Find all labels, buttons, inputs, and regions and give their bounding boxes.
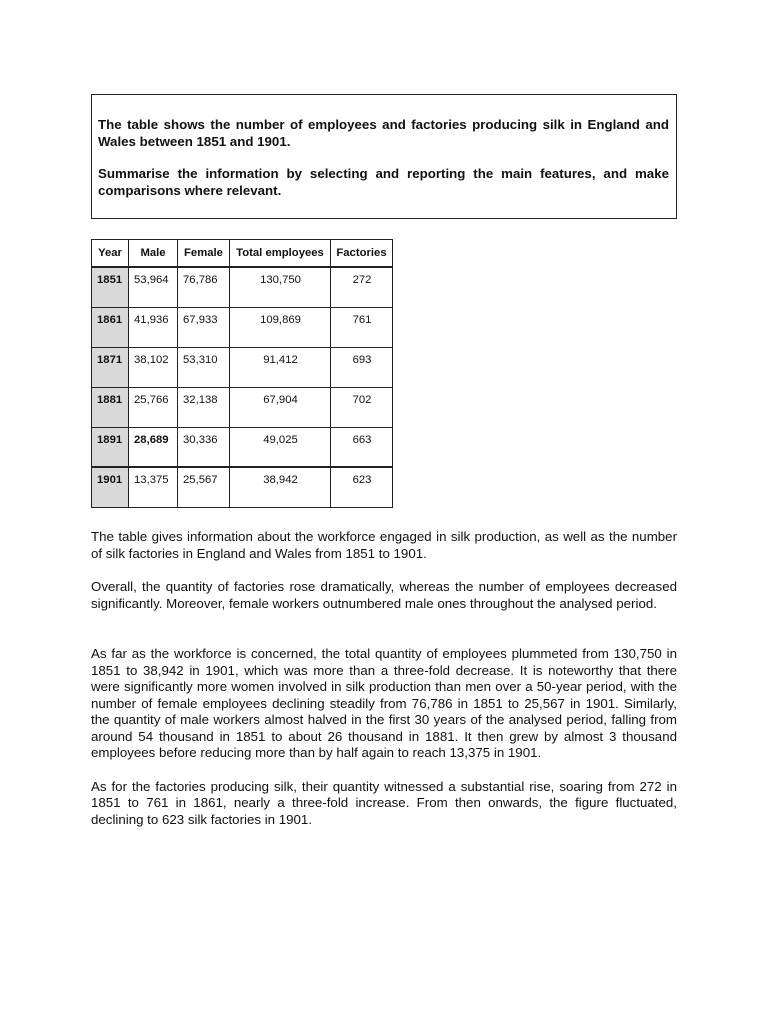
total-cell: 91,412 (230, 347, 331, 387)
total-cell: 49,025 (230, 427, 331, 467)
male-cell: 53,964 (129, 267, 178, 307)
task-box (91, 94, 677, 219)
female-cell: 76,786 (178, 267, 230, 307)
factories-cell: 623 (331, 467, 393, 507)
year-cell: 1901 (92, 467, 129, 507)
header-female: Female (178, 240, 230, 268)
female-cell: 30,336 (178, 427, 230, 467)
total-cell: 67,904 (230, 387, 331, 427)
header-male: Male (129, 240, 178, 268)
male-cell: 28,689 (129, 427, 178, 467)
factories-cell: 702 (331, 387, 393, 427)
male-cell: 38,102 (129, 347, 178, 387)
year-cell: 1891 (92, 427, 129, 467)
total-cell: 130,750 (230, 267, 331, 307)
table-row (92, 387, 393, 427)
essay-overview: Overall, the quantity of factories rose dramatically, whereas the number of employees decreased significantly. Moreover, female workers outnumbered male ones throughout the analysed period. (91, 579, 677, 611)
silk-data-table (91, 239, 393, 508)
total-cell: 109,869 (230, 307, 331, 347)
essay-body-paragraph-2: As for the factories producing silk, their quantity witnessed a substantial rise, soaring from 272 in 1851 to 761 in 1861, nearly a three-fold increase. From then onwards, the figure fluctuated, declining to 623 silk factories in 1901. (91, 778, 677, 827)
header-factories: Factories (331, 240, 393, 268)
year-cell: 1861 (92, 307, 129, 347)
factories-cell: 693 (331, 347, 393, 387)
table-row (92, 467, 393, 507)
male-cell: 13,375 (129, 467, 178, 507)
factories-cell: 761 (331, 307, 393, 347)
table-row (92, 347, 393, 387)
year-cell: 1871 (92, 347, 129, 387)
task-prompt: The table shows the number of employees and factories producing silk in England and Wales between 1851 and 1901. (98, 117, 669, 149)
table-header-row (92, 240, 393, 268)
total-cell: 38,942 (230, 467, 331, 507)
male-cell: 41,936 (129, 307, 178, 347)
essay (91, 529, 677, 845)
table-row (92, 427, 393, 467)
year-cell: 1881 (92, 387, 129, 427)
task-instruction: Summarise the information by selecting and reporting the main features, and make comparisons where relevant. (98, 166, 669, 198)
essay-body-paragraph-1: As far as the workforce is concerned, the total quantity of employees plummeted from 130,750 in 1851 to 38,942 in 1901, which was more than a three-fold decrease. It is noteworthy that there were significantly more women involved in silk production than men over a 50-year period, with the number of female employees declining steadily from 76,786 in 1851 to 25,567 in 1901. Similarly, the quantity of male workers almost halved in the first 30 years of the analysed period, falling from around 54 thousand in 1851 to about 26 thousand in 1881. It then grew by almost 3 thousand employees before reducing more than by half again to reach 13,375 in 1901. (91, 646, 677, 760)
table-row (92, 307, 393, 347)
table-row (92, 267, 393, 307)
factories-cell: 663 (331, 427, 393, 467)
header-year: Year (92, 240, 129, 268)
year-cell: 1851 (92, 267, 129, 307)
female-cell: 67,933 (178, 307, 230, 347)
female-cell: 53,310 (178, 347, 230, 387)
female-cell: 32,138 (178, 387, 230, 427)
factories-cell: 272 (331, 267, 393, 307)
female-cell: 25,567 (178, 467, 230, 507)
male-cell: 25,766 (129, 387, 178, 427)
essay-intro: The table gives information about the workforce engaged in silk production, as well as the number of silk factories in England and Wales from 1851 to 1901. (91, 529, 677, 561)
header-total-employees: Total employees (230, 240, 331, 268)
